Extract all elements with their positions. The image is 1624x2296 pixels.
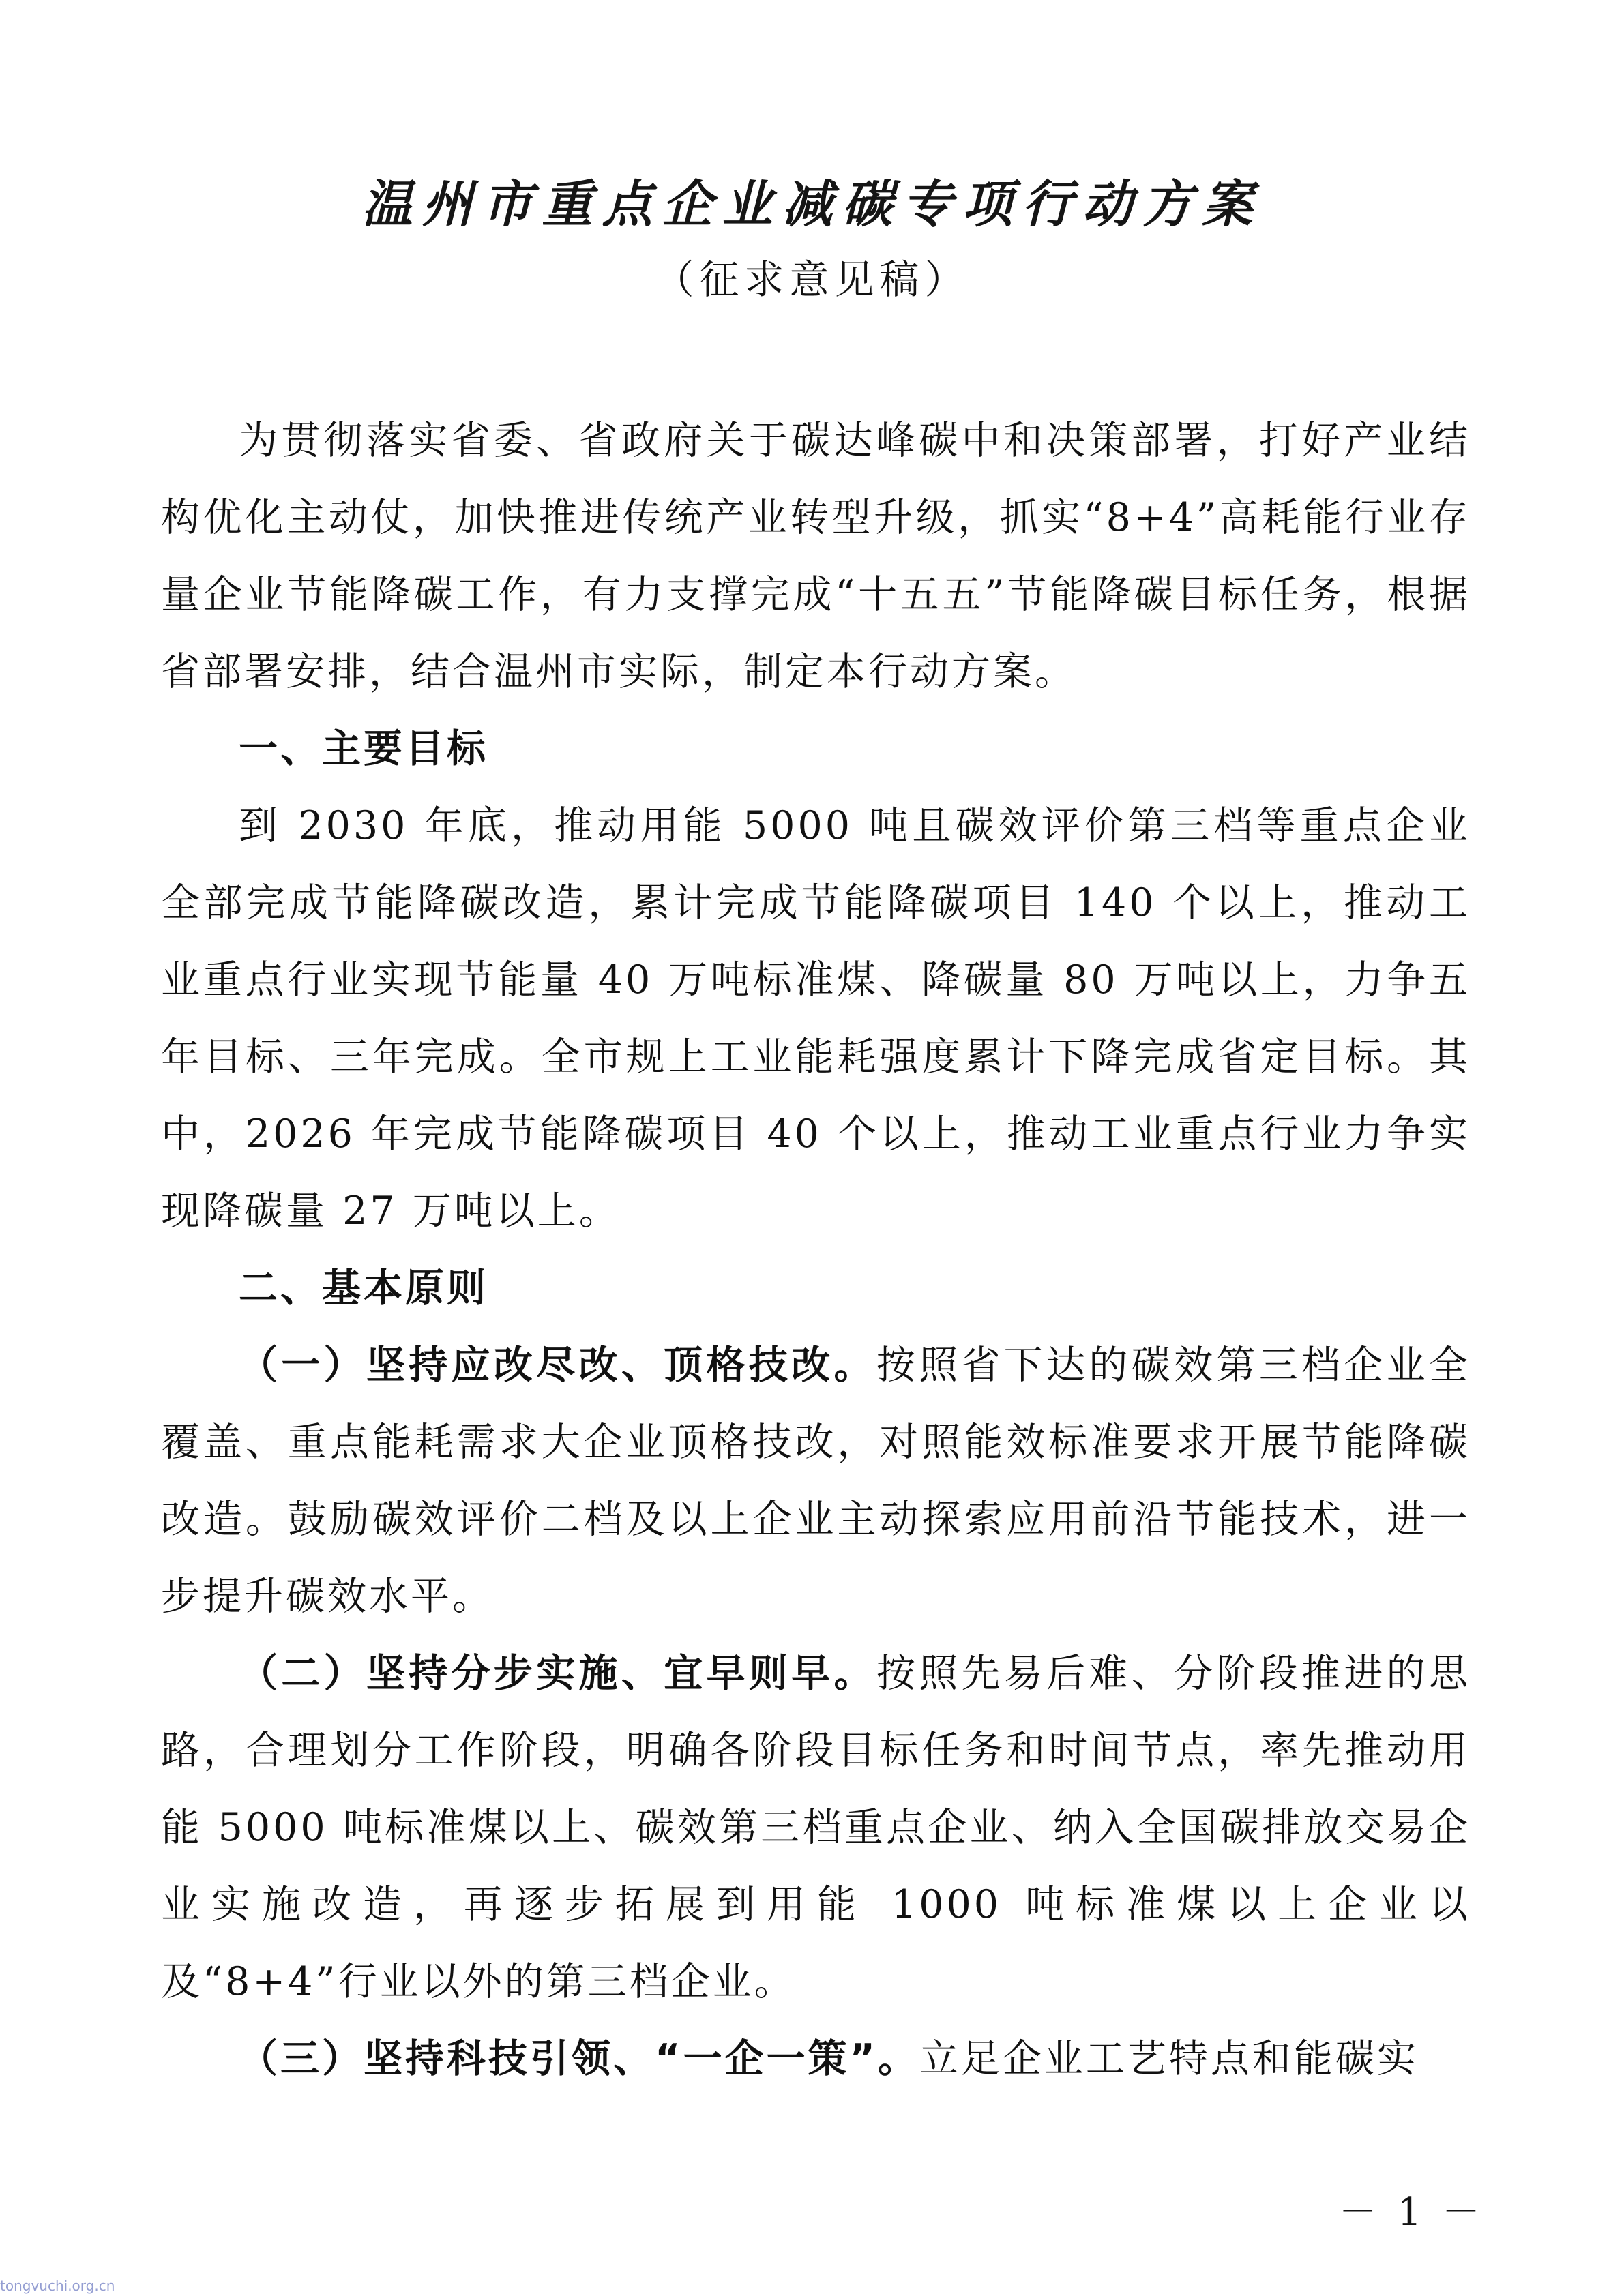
principle-2-lead: （二）坚持分步实施、宜早则早。 xyxy=(239,1651,876,1696)
document-title: 温州市重点企业减碳专项行动方案 xyxy=(361,175,1263,234)
principle-paragraph-1 xyxy=(161,1327,1471,1635)
principle-1-text: 按照省下达的碳效第三档企业全覆盖、重点能耗需求大企业顶格技改，对照能效标准要求开展节能降碳改造。鼓励碳效评价二档及以上企业主动探索应用前沿节能技术，进一步提升碳效水平。 xyxy=(161,1343,1471,1619)
intro-paragraph: 为贯彻落实省委、省政府关于碳达峰碳中和决策部署，打好产业结构优化主动仗，加快推进传统产业转型升级，抓实“8+4”高耗能行业存量企业节能降碳工作，有力支撑完成“十五五”节能降碳目标任务，根据省部署安排，结合温州市实际，制定本行动方案。 xyxy=(161,418,1471,694)
goals-paragraph: 到 2030 年底，推动用能 5000 吨且碳效评价第三档等重点企业全部完成节能降碳改造，累计完成节能降碳项目 140 个以上，推动工业重点行业实现节能量 40 万吨标准煤、降碳量 80 万吨以上，力争五年目标、三年完成。全市规上工业能耗强度累计下降完成省定目标。其中，2026 年完成节能降碳项目 40 个以上，推动工业重点行业力争实现降碳量 27 万吨以上。 xyxy=(161,803,1471,1234)
principle-1-lead: （一）坚持应改尽改、顶格技改。 xyxy=(239,1343,876,1388)
principle-2-text: 按照先易后难、分阶段推进的思路，合理划分工作阶段，明确各阶段目标任务和时间节点，率先推动用能 5000 吨标准煤以上、碳效第三档重点企业、纳入全国碳排放交易企业实施改造，再逐步拓展到用能 1000 吨标准煤以上企业以及“8+4”行业以外的第三档企业。 xyxy=(161,1651,1471,2004)
document-body xyxy=(161,402,1471,2098)
section-heading-principles: 二、基本原则 xyxy=(239,1266,488,1311)
page-number: － 1 － xyxy=(1338,2190,1484,2235)
document-subtitle: （征求意见稿） xyxy=(654,256,970,303)
section-heading-goals: 一、主要目标 xyxy=(239,726,488,771)
principle-paragraph-3 xyxy=(161,2021,1471,2098)
principle-3-lead: （三）坚持科技引领、“一企一策”。 xyxy=(239,2036,919,2081)
principle-3-text: 立足企业工艺特点和能碳实 xyxy=(919,2036,1419,2081)
watermark-text: tongvuchi.org.cn xyxy=(0,2278,115,2294)
principle-paragraph-2 xyxy=(161,1635,1471,2021)
